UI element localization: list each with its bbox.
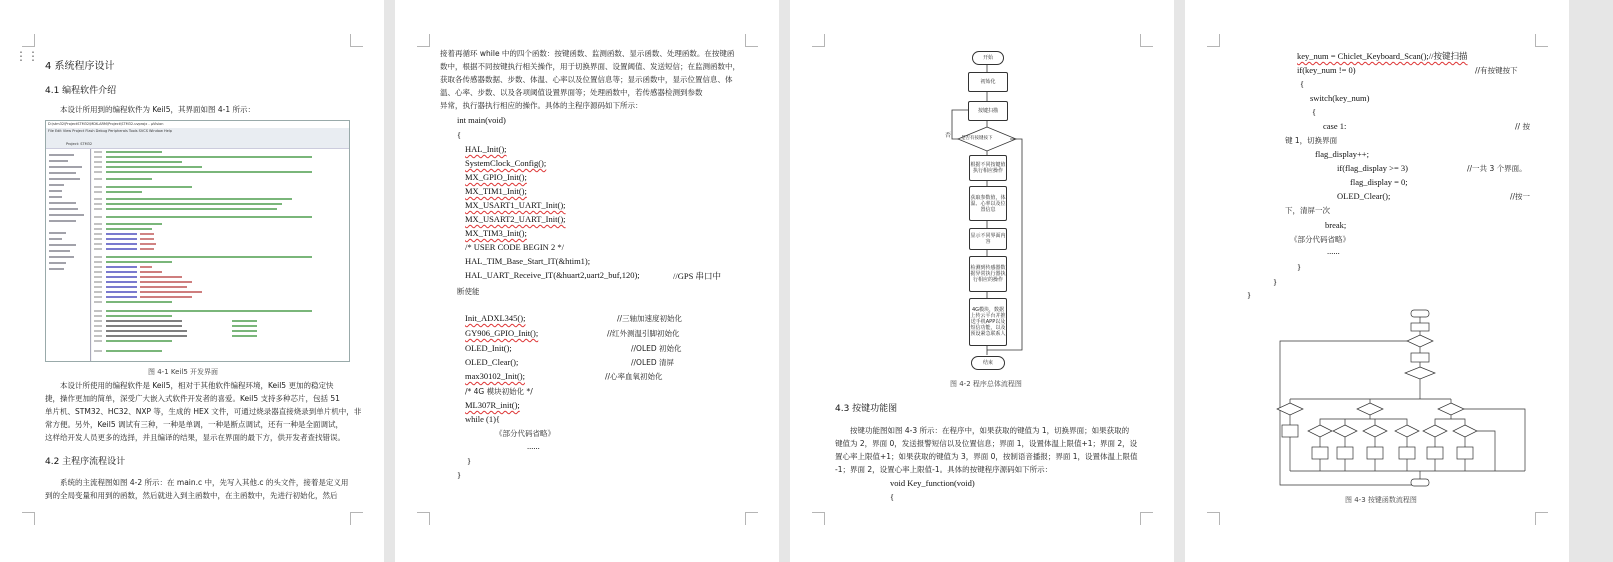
paragraph-line: 到的全局变量和用到的函数，然后就进入到主函数中，在主函数中，先进行初始化，然后: [45, 491, 338, 500]
code-line: max30102_Init();: [465, 371, 525, 381]
project-label: Project: STM32: [66, 142, 93, 146]
fc-node: [1411, 479, 1429, 486]
fc-decision: [1308, 425, 1332, 437]
fc-node: [1411, 323, 1429, 331]
fc-decision: [1438, 403, 1464, 415]
page-corner-mark: [350, 512, 363, 525]
fc-node: [1312, 447, 1328, 459]
window-title: D:\stm32\ProjectSTM32\MDK-ARM\Project\STM32.uvprojx - µVision: [48, 122, 164, 126]
fc-node: [1427, 447, 1443, 459]
code-line: SystemClock_Config();: [465, 158, 547, 168]
page-corner-mark: [350, 34, 363, 47]
code-line: Init_ADXL345();: [465, 313, 526, 323]
code-line: flag_display++;: [1315, 149, 1369, 159]
page-corner-mark: [1535, 512, 1548, 525]
paragraph-line: 键值为 2，界面 0，发送报警短信以及位置信息；界面 1，设置体温上限值+1；界面 2，设: [835, 439, 1138, 448]
fc-decision: [1363, 425, 1387, 437]
fc-node: [1282, 425, 1298, 437]
code-text: key_num = Chiclet_Keyboard_Scan();//按键扫描: [1297, 51, 1468, 61]
code-line: HAL_Init();: [465, 144, 507, 154]
flowchart-get-params: 获取参数值，体温、心率以及位置信息: [969, 186, 1007, 221]
code-ellipsis: ......: [1327, 246, 1340, 256]
fc-node: [1399, 447, 1415, 459]
fc-node: [1367, 447, 1383, 459]
key-function-flowchart: [1185, 305, 1569, 505]
page-corner-mark: [1535, 34, 1548, 47]
code-line: MX_GPIO_Init();: [465, 172, 527, 182]
code-line: int main(void): [457, 115, 506, 125]
code-comment: 键 1，切换界面: [1285, 136, 1338, 145]
paragraph-line: 单片机、STM32、HC32、NXP 等，生成的 HEX 文件，可通过烧录器直接烧录到单片机中，非: [45, 407, 362, 416]
fc-decision: [1395, 425, 1419, 437]
code-comment: //GPS 串口中: [673, 271, 721, 281]
code-comment: 下，清屏一次: [1285, 206, 1330, 215]
paragraph-line: 本设计所使用的编程软件是 Keil5，相对于其他软件编程环境，Keil5 更加的稳定快: [60, 381, 334, 390]
document-page-2: [395, 0, 779, 562]
toolbar-2: [46, 141, 349, 149]
fc-node: [1411, 310, 1429, 317]
flowchart-start: 开始: [972, 51, 1004, 65]
figure-caption: 图 4-1 Keil5 开发界面: [148, 368, 218, 376]
code-line: GY906_GPIO_Init();: [465, 328, 539, 338]
code-line: MX_USART1_UART_Init();: [465, 200, 566, 210]
code-line: }: [1273, 277, 1278, 287]
fc-node: [1457, 447, 1473, 459]
code-comment: //有按键按下: [1475, 66, 1518, 75]
paragraph-line: 置心率上限值+1；如果获取的键值为 3，界面 0，按制语音播报；界面 1，设置体温上限值: [835, 452, 1138, 461]
document-page-1: [0, 0, 384, 562]
code-ellipsis: ......: [527, 441, 540, 451]
code-line: }: [457, 470, 462, 480]
fc-decision: [1405, 367, 1435, 379]
code-line: }: [1247, 290, 1252, 300]
code-line: {: [1300, 79, 1305, 89]
flowchart-display: 显示不同界面内容: [969, 228, 1007, 250]
subsection-heading: 4.1 编程软件介绍: [45, 86, 117, 96]
code-line: MX_TIM1_Init();: [465, 186, 527, 196]
code-line: while (1){: [465, 414, 501, 424]
paragraph-line: 获取各传感器数据、步数、体温、心率以及位置信息等；显示函数中，显示位置信息、体: [440, 75, 733, 84]
page-corner-mark: [417, 512, 430, 525]
fc-node: [1411, 353, 1429, 362]
page-corner-mark: [417, 34, 430, 47]
code-line: /* USER CODE BEGIN 2 */: [465, 242, 564, 252]
code-comment: //OLED 清屏: [631, 358, 675, 367]
code-line: switch(key_num): [1310, 93, 1370, 103]
figure-caption: 图 4-3 按键函数流程图: [1345, 496, 1417, 504]
paragraph-line: 捷，操作更加的简单，深受广大嵌入式软件开发者的喜爱。Keil5 支持多种芯片，包括 51: [45, 394, 340, 403]
drag-handle-icon[interactable]: ⋮⋮: [15, 49, 39, 63]
code-lines: [92, 149, 349, 361]
paragraph: 本设计所用到的编程软件为 Keil5，其界面如图 4-1 所示：: [60, 105, 255, 114]
page-corner-mark: [1140, 512, 1153, 525]
code-line: break;: [1325, 220, 1347, 230]
code-comment: /* 4G 模块初始化 */: [465, 387, 533, 396]
page-corner-mark: [1207, 34, 1220, 47]
figure-caption: 图 4-2 程序总体流程图: [950, 380, 1022, 388]
flowchart-end: 结束: [971, 356, 1005, 370]
section-heading: 4 系统程序设计: [45, 61, 115, 72]
code-line: ML307R_init();: [465, 400, 520, 410]
code-comment: //按一: [1510, 192, 1531, 201]
code-comment: //心率血氧初始化: [605, 372, 663, 381]
code-line: {: [890, 492, 895, 502]
paragraph-line: -1；界面 2，设置心率上限值-1。具体的按键程序源码如下所示：: [835, 465, 1053, 474]
flowchart-key-action: 根据不同按键值执行相应操作: [969, 155, 1007, 181]
keil-screenshot: [45, 120, 350, 362]
code-omitted: 《部分代码省略》: [1290, 235, 1350, 244]
code-comment: // 按: [1515, 122, 1530, 131]
code-line: {: [1312, 107, 1317, 117]
paragraph-line: 常方便。另外，Keil5 调试有三种，一种是单调，一种是断点调试，还有一种是全面调试，: [45, 420, 343, 429]
paragraph-line: 温、心率、步数、以及各项阈值设置界面等；处理函数中，若传感器检测到参数: [440, 88, 703, 97]
document-page-4: [1185, 0, 1569, 562]
page-corner-mark: [22, 34, 35, 47]
code-comment: //三轴加速度初始化: [617, 314, 683, 323]
code-line: HAL_UART_Receive_IT(&huart2,uart2_buf,120);: [465, 270, 640, 280]
paragraph-line: 异常，执行器执行相应的操作。具体的主程序源码如下所示：: [440, 101, 643, 110]
subsection-heading: 4.3 按键功能图: [835, 404, 898, 414]
fc-node: [1337, 447, 1353, 459]
code-line: }: [1297, 262, 1302, 272]
document-page-3: [790, 0, 1174, 562]
fc-decision: [1453, 425, 1477, 437]
code-line: {: [457, 130, 462, 140]
code-line: OLED_Clear();: [465, 357, 519, 367]
flowchart-key-scan: 按键扫描: [968, 101, 1008, 121]
fc-decision: [1407, 335, 1433, 347]
code-line: OLED_Init();: [465, 343, 512, 353]
code-comment: //OLED 初始化: [631, 344, 682, 353]
code-comment: //红外测温引脚初始化: [607, 329, 680, 338]
code-line: case 1:: [1323, 121, 1347, 131]
page-corner-mark: [745, 34, 758, 47]
code-comment: 断使能: [457, 287, 480, 296]
code-comment: //一共 3 个界面。: [1467, 164, 1527, 173]
fc-decision: [1333, 425, 1357, 437]
code-line: HAL_TIM_Base_Start_IT(&htim1);: [465, 256, 591, 266]
paragraph-line: 接着再循环 while 中的四个函数：按键函数、监测函数、显示函数、处理函数。在按键函: [440, 49, 735, 58]
code-line: if(flag_display >= 3): [1337, 163, 1408, 173]
flowchart-init: 初始化: [968, 72, 1008, 92]
flowchart-no-label: 否: [945, 132, 952, 139]
subsection-heading: 4.2 主程序流程设计: [45, 457, 126, 467]
page-corner-mark: [812, 512, 825, 525]
code-line: [1297, 50, 1468, 62]
code-omitted: 《部分代码省略》: [495, 429, 555, 438]
code-editor: [92, 149, 349, 361]
code-line: if(key_num != 0): [1297, 65, 1356, 75]
code-line: flag_display = 0;: [1350, 177, 1408, 187]
code-line: void Key_function(void): [890, 478, 975, 488]
paragraph-line: 系统的主流程图如图 4-2 所示：在 main.c 中，先写入其他.c 的头文件，接着是定义用: [60, 478, 349, 487]
flowchart-decision: 是否有按键按下: [961, 136, 993, 141]
page-corner-mark: [22, 512, 35, 525]
code-line: MX_USART2_UART_Init();: [465, 214, 566, 224]
fc-decision: [1277, 403, 1303, 415]
code-line: }: [467, 456, 472, 466]
menu-items: File Edit View Project Flash Debug Peripherals Tools SVCS Window Help: [48, 129, 172, 133]
paragraph-line: 数中，根据不同按键执行相关操作，用于切换界面、设置阈值、发送短信；在监测函数中，: [440, 62, 740, 71]
code-line: MX_TIM3_Init();: [465, 228, 527, 238]
paragraph-line: 这样给开发人员更多的选择，并且编译的结果，显示在界面的最下方，供开发者查找错误。: [45, 433, 345, 442]
flowchart-sensor: 检测到传感器数据异常执行器执行相应的操作: [969, 256, 1007, 292]
page-corner-mark: [745, 512, 758, 525]
fc-decision: [1423, 425, 1447, 437]
paragraph-line: 按键功能图如图 4-3 所示：在程序中，如果获取的键值为 1，切换界面；如果获取的: [850, 426, 1130, 435]
fc-decision: [1357, 403, 1383, 415]
code-line: OLED_Clear();: [1337, 191, 1391, 201]
page-corner-mark: [1207, 512, 1220, 525]
tree-items: [46, 149, 90, 361]
flowchart-send: 4G模块，数据上传云平台并推送手机APP以及短信功能，以及预设紧急联系人: [969, 298, 1007, 346]
